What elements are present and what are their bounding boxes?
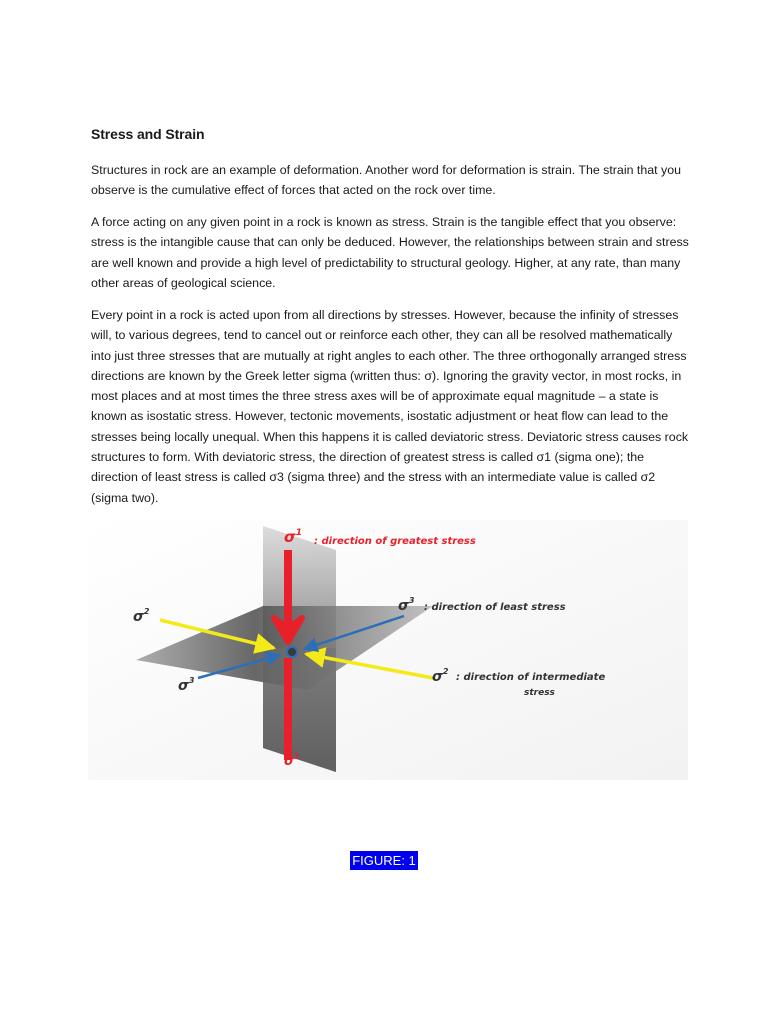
document-title: Stress and Strain [91, 126, 205, 142]
paragraph-3: Every point in a rock is acted upon from all directions by stresses. However, because the infinity of stresses will, to various degrees, tend to cancel out or reinforce each other, they can all be resolved mathematically into just three stresses that are mutually at right angles to each other. The three orthogonally arranged stress directions are known by the Greek letter sigma (written thus: σ). Ignoring the gravity vector, in most rocks, in most places and at most times the three stress axes will be of approximate equal magnitude – a state is known as isostatic stress. However, tectonic movements, isostatic adjustment or heat flow can lead to the stresses being locally unequal. When this happens it is called deviatoric stress. Deviatoric stress causes rock structures to form. With deviatoric stress, the direction of greatest stress is called σ1 (sigma one); the direction of least stress is called σ3 (sigma three) and the stress with an intermediate value is called σ2 (sigma two). [91, 308, 689, 505]
sigma1-label-bottom: $\sigma^1$ [284, 752, 300, 769]
paragraph-1: Structures in rock are an example of deformation. Another word for deformation is strain. The strain that you observe is the cumulative effect of forces that acted on the rock over time. [91, 163, 681, 198]
sigma1-caption: : direction of greatest stress [314, 536, 476, 547]
sigma1-label: $\sigma^1$ [284, 528, 302, 546]
paragraph-2: A force acting on any given point in a rock is known as stress. Strain is the tangible effect that you observe: stress is the intangible cause that can only be deduced. However, the relationships between strain and stress are well known and provide a high level of predictability to structural geology. Higher, at any rate, than many other areas of geological science. [91, 215, 689, 290]
sigma2-caption-line2: stress [524, 688, 555, 698]
sigma1-arrow-shaft-bottom [284, 658, 292, 760]
figure-caption-wrap [0, 851, 768, 870]
sigma3-label-right: $\sigma^3$ [398, 596, 415, 614]
sigma1-arrow-shaft-top [284, 550, 292, 630]
sigma3-label-left: $\sigma^3$ [178, 676, 195, 694]
sigma2-caption: : direction of intermediate [456, 672, 606, 683]
figure-caption: FIGURE: 1 [352, 853, 416, 868]
sigma3-caption: : direction of least stress [424, 602, 566, 613]
stress-axes-figure [88, 520, 688, 780]
stress-point [287, 647, 297, 657]
sigma2-label-left: $\sigma^2$ [133, 607, 150, 625]
sigma2-label-right: $\sigma^2$ [432, 667, 449, 685]
